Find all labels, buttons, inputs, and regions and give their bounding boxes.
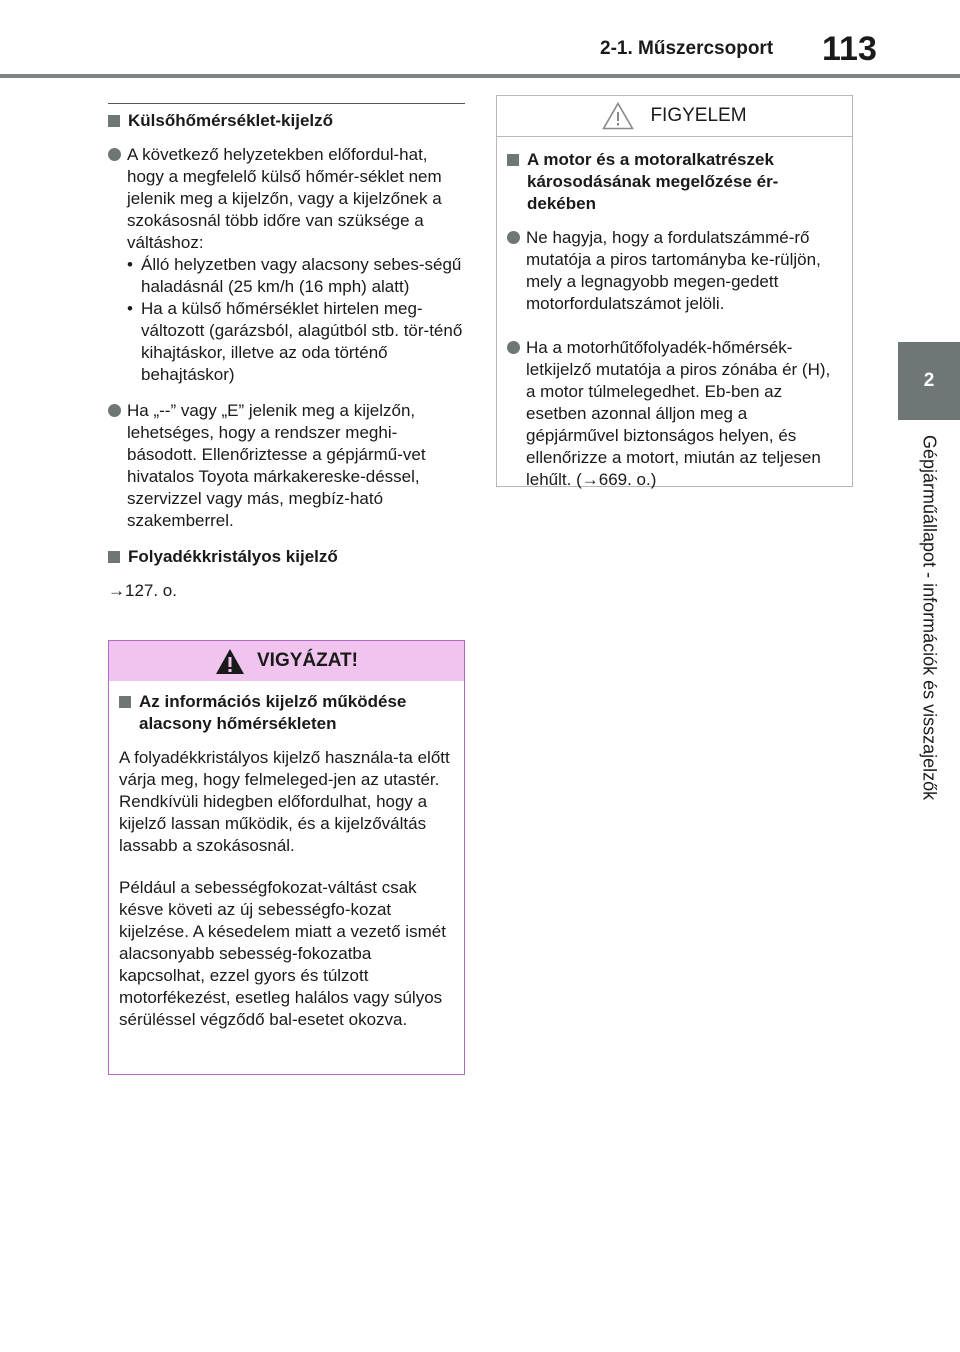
sub-item-text: Álló helyzetben vagy alacsony sebes-ségű haladásnál (25 km/h (16 mph) alatt) bbox=[141, 255, 462, 296]
bullet-text: Ha „--” vagy „E” jelenik meg a kijelzőn, lehetséges, hogy a rendszer meghi-básodott. Ellenőriztesse a gépjármű-vet hivatalos Toyota márkakereske-déssel, szervizzel vagy más, megbíz-ható szakemberrel. bbox=[127, 401, 426, 530]
bullet-text: Ha a motorhűtőfolyadék-hőmérsék-letkijelző mutatója a piros zónába ér (H), a motor túlmelegedhet. Eb-ben az esetben azonnal álljon meg a gépjárművel biztonságos helyen, és ellenőrizze a motort, miután az teljesen lehűlt. (→669. o.) bbox=[526, 338, 831, 489]
left-column bbox=[108, 103, 465, 602]
page-reference-link[interactable]: →127. o. bbox=[108, 581, 177, 600]
sub-item-text: Ha a külső hőmérséklet hirtelen meg-változott (garázsból, alagútból stb. tör-ténő kihajtáskor, illetve az oda történő behajtáskor) bbox=[141, 299, 463, 384]
round-bullet-icon bbox=[108, 148, 121, 161]
bullet-text: Ne hagyja, hogy a fordulatszámmé-rő mutatója a piros tartományba ke-rüljön, mely a legnagyobb megen-gedett motorfordulatszámot jelöli. bbox=[526, 228, 821, 313]
caution-subheading-text: A motor és a motoralkatrészek károsodásának megelőzése ér-dekében bbox=[527, 150, 779, 213]
warning-subheading-text: Az információs kijelző működése alacsony hőmérsékleten bbox=[139, 692, 407, 733]
square-bullet-icon bbox=[119, 696, 131, 708]
square-bullet-icon bbox=[507, 154, 519, 166]
warning-heading: VIGYÁZAT! bbox=[257, 650, 358, 671]
sub-bullet-mark: • bbox=[127, 299, 133, 318]
caution-heading: FIGYELEM bbox=[650, 105, 747, 126]
sub-item bbox=[127, 298, 465, 386]
round-bullet-icon bbox=[108, 404, 121, 417]
square-bullet-icon bbox=[108, 551, 120, 563]
caution-header bbox=[497, 96, 852, 137]
chapter-title bbox=[898, 435, 960, 895]
page-number: 113 bbox=[822, 30, 877, 68]
round-bullet-icon bbox=[507, 341, 520, 354]
sub-item bbox=[127, 254, 465, 298]
chapter-title-text: Gépjárműállapot - információk és visszajelzők bbox=[919, 435, 940, 801]
caution-triangle-icon bbox=[602, 102, 634, 130]
header-rule bbox=[0, 74, 960, 78]
bullet-text: A következő helyzetekben előfordul-hat, hogy a megfelelő külső hőmér-séklet nem jelenik meg a kijelzőn, vagy a kijelzőnek a szokásosnál több időre van szüksége a váltáshoz: bbox=[127, 145, 442, 252]
section-heading-text: Folyadékkristályos kijelző bbox=[128, 547, 338, 566]
header-section-title: 2-1. Műszercsoport bbox=[600, 38, 774, 59]
round-bullet-icon bbox=[507, 231, 520, 244]
list-item bbox=[507, 227, 838, 315]
chapter-tab: 2 bbox=[898, 342, 960, 420]
list-item bbox=[507, 337, 838, 491]
sub-bullet-mark: • bbox=[127, 255, 133, 274]
section-rule bbox=[108, 103, 465, 104]
square-bullet-icon bbox=[108, 115, 120, 127]
caution-box bbox=[496, 95, 853, 487]
warning-header bbox=[109, 641, 464, 681]
warning-triangle-icon bbox=[215, 648, 245, 675]
list-item bbox=[108, 144, 465, 386]
list-item bbox=[108, 400, 465, 532]
caution-subheading bbox=[507, 149, 838, 215]
warning-subheading bbox=[119, 691, 450, 735]
warning-box bbox=[108, 640, 465, 1075]
warning-paragraph: Például a sebességfokozat-váltást csak késve követi az új sebességfo-kozat kijelzése. A késedelem miatt a vezető ismét alacsonyabb sebesség-fokozatba kapcsolhat, ezzel gyors és túlzott motorfékezést, esetleg halálos vagy súlyos sérüléssel végződő bal-esetet okozva. bbox=[119, 878, 446, 1029]
section-heading-text: Külsőhőmérséklet-kijelző bbox=[128, 111, 334, 130]
warning-paragraph: A folyadékkristályos kijelző használa-ta előtt várja meg, hogy felmeleged-jen az utastér. Rendkívüli hidegben előfordulhat, hogy a kijelző lassan működik, és a kijelzőváltás lassabb a szokásosnál. bbox=[119, 748, 450, 855]
section-heading-outside-temp bbox=[108, 110, 465, 132]
section-heading-lcd bbox=[108, 546, 465, 568]
